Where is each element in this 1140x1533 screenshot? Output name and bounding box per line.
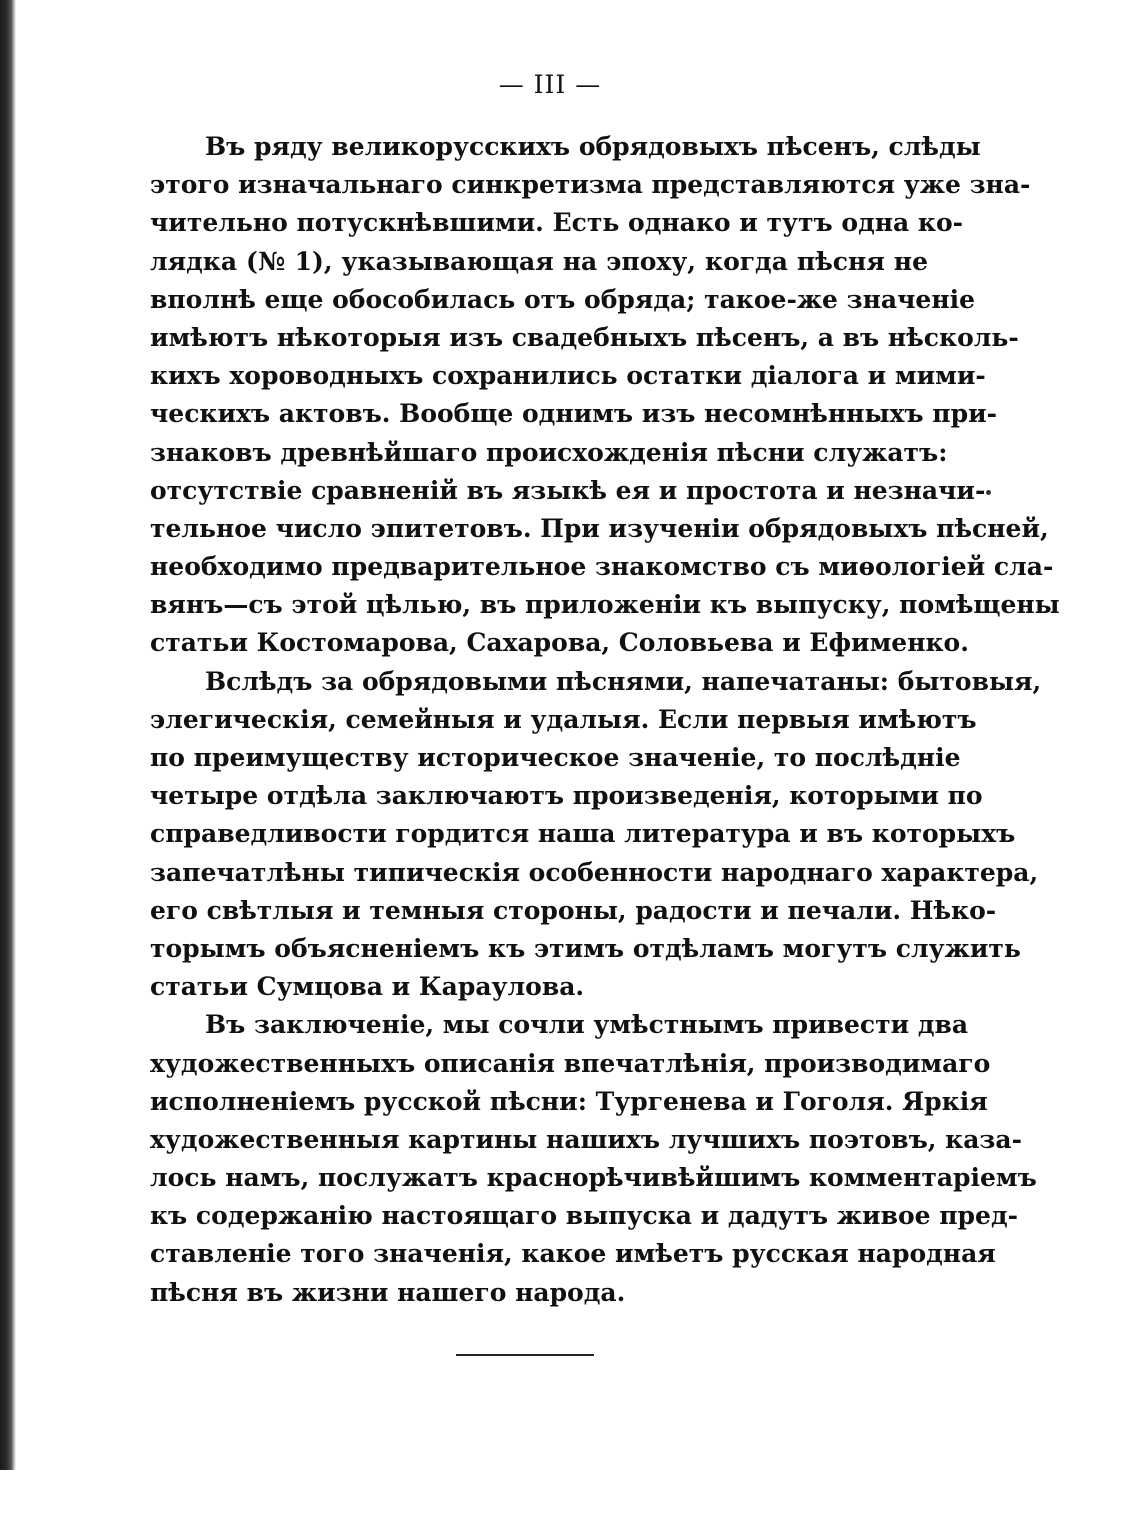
- page-number: — III —: [498, 70, 602, 99]
- text-line: тельное число эпитетовъ. При изученiи обрядовыхъ пѣсней,: [150, 513, 1049, 543]
- text-line: исполненiемъ русской пѣсни: Тургенева и Гоголя. Яркiя: [150, 1086, 988, 1116]
- text-line: имѣютъ нѣкоторыя изъ свадебныхъ пѣсенъ, а въ нѣсколь-: [150, 322, 1019, 352]
- text-line: знаковъ древнѣйшаго происхожденiя пѣсни служатъ:: [150, 437, 948, 467]
- text-line: его свѣтлыя и темныя стороны, радости и печали. Нѣко-: [150, 895, 997, 925]
- text-line: вянъ—съ этой цѣлью, въ приложенiи къ выпуску, помѣщены: [150, 590, 1060, 620]
- paragraph-3: [150, 1006, 1037, 1312]
- text-line: статьи Сумцова и Караулова.: [150, 972, 585, 1002]
- text-line: ставленiе того значенiя, какое имѣетъ русская народная: [150, 1239, 996, 1269]
- text-line: ческихъ актовъ. Вообще однимъ изъ несомнѣнныхъ при-: [150, 399, 997, 429]
- text-line: художественныя картины нашихъ лучшихъ поэтовъ, каза-: [150, 1124, 1022, 1154]
- text-line: Въ заключенiе, мы сочли умѣстнымъ привести два: [205, 1010, 969, 1040]
- text-line: элегическiя, семейныя и удалыя. Если первыя имѣютъ: [150, 704, 977, 734]
- text-line: лядка (№ 1), указывающая на эпоху, когда пѣсня не: [150, 246, 928, 276]
- text-line: статьи Костомарова, Сахарова, Соловьева и Ефименко.: [150, 628, 969, 658]
- text-line: Вслѣдъ за обрядовыми пѣснями, напечатаны: бытовыя,: [205, 666, 1042, 696]
- text-line: запечатлѣны типическiя особенности народнаго характера,: [150, 857, 1039, 887]
- text-line: по преимуществу историческое значенiе, то послѣднiе: [150, 743, 961, 772]
- text-line: къ содержанiю настоящаго выпуска и дадутъ живое пред-: [150, 1201, 1018, 1231]
- body-text: [150, 128, 1060, 1312]
- text-line: Въ ряду великорусскихъ обрядовыхъ пѣсенъ, слѣды: [205, 132, 981, 161]
- text-line: отсутствiе сравненiй въ языкѣ ея и простота и незначи-: [150, 475, 986, 505]
- text-line: этого изначальнаго синкретизма представляются уже зна-: [150, 170, 1031, 200]
- text-line: лось намъ, послужатъ краснорѣчивѣйшимъ комментарiемъ: [150, 1163, 1037, 1193]
- text-line: справедливости гордится наша литература и въ которыхъ: [150, 819, 1016, 849]
- text-line: пѣсня въ жизни нашего народа.: [150, 1277, 626, 1307]
- text-line: художественныхъ описанiя впечатлѣнiя, производимаго: [150, 1048, 991, 1078]
- paragraph-1: [150, 128, 1060, 663]
- text-line: кихъ хороводныхъ сохранились остатки дiалога и мими-: [150, 361, 986, 391]
- text-line: торымъ объясненiемъ къ этимъ отдѣламъ могутъ служить: [150, 933, 1021, 963]
- text-line: чительно потускнѣвшими. Есть однако и тутъ одна ко-: [150, 208, 964, 238]
- text-line: необходимо предварительное знакомство съ миѳологiей сла-: [150, 552, 1054, 582]
- scan-speck: [986, 490, 991, 495]
- text-line: четыре отдѣла заключаютъ произведенiя, которыми по: [150, 781, 983, 811]
- paragraph-2: [150, 663, 1042, 1007]
- scan-binding-edge: [0, 0, 16, 1470]
- end-rule-divider: [456, 1354, 594, 1356]
- text-line: вполнѣ еще обособилась отъ обряда; такое-же значенiе: [150, 284, 976, 314]
